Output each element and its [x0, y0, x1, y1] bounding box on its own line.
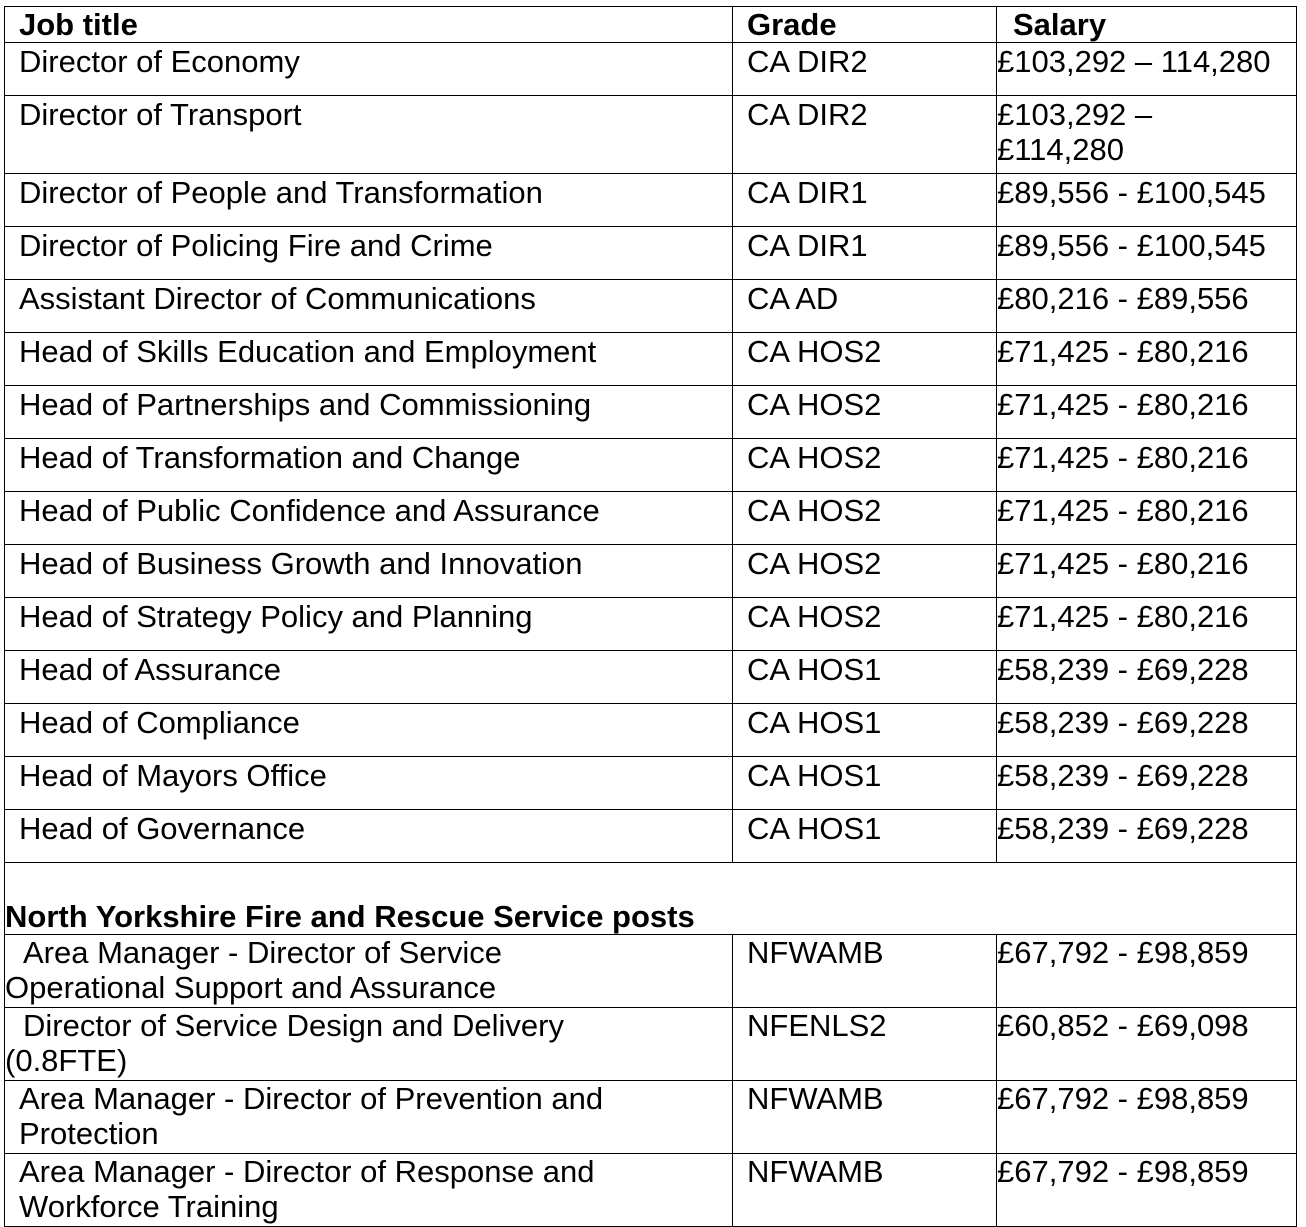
salary-line: £114,280: [997, 132, 1124, 167]
job-title-cell: Head of Public Confidence and Assurance: [5, 492, 733, 545]
job-title-cell: [5, 1008, 733, 1081]
job-title-cell: Assistant Director of Communications: [5, 280, 733, 333]
table-row: [5, 1008, 1297, 1081]
table-row: [5, 704, 1297, 757]
job-title-cell: Director of Transport: [5, 96, 733, 174]
header-job-title: Job title: [5, 7, 733, 43]
table-row: [5, 174, 1297, 227]
grade-cell: NFENLS2: [733, 1008, 997, 1081]
table-row: [5, 757, 1297, 810]
salary-cell: £103,292 – 114,280: [997, 43, 1297, 96]
section-title: North Yorkshire Fire and Rescue Service posts: [5, 863, 1297, 935]
grade-cell: CA HOS1: [733, 651, 997, 704]
grade-cell: CA HOS2: [733, 333, 997, 386]
job-title-cell: Head of Skills Education and Employment: [5, 333, 733, 386]
table-row: [5, 439, 1297, 492]
job-title-line: Area Manager - Director of Service: [23, 935, 502, 970]
salary-cell: £58,239 - £69,228: [997, 704, 1297, 757]
header-row: [5, 7, 1297, 43]
job-title-cell: [5, 935, 733, 1008]
salary-cell: £89,556 - £100,545: [997, 174, 1297, 227]
header-grade: Grade: [733, 7, 997, 43]
salary-cell: £71,425 - £80,216: [997, 545, 1297, 598]
grade-cell: CA HOS2: [733, 492, 997, 545]
grade-cell: CA HOS1: [733, 704, 997, 757]
table-row: [5, 935, 1297, 1008]
grade-cell: CA DIR2: [733, 43, 997, 96]
table-row: [5, 651, 1297, 704]
job-title-cell: Head of Business Growth and Innovation: [5, 545, 733, 598]
salary-cell: £71,425 - £80,216: [997, 492, 1297, 545]
grade-cell: CA HOS2: [733, 545, 997, 598]
grade-cell: CA DIR2: [733, 96, 997, 174]
section-header-row: [5, 863, 1297, 935]
job-title-cell: Director of Economy: [5, 43, 733, 96]
grade-cell: NFWAMB: [733, 1081, 997, 1154]
job-title-cell: Head of Governance: [5, 810, 733, 863]
job-title-cell: Head of Strategy Policy and Planning: [5, 598, 733, 651]
table-row: [5, 545, 1297, 598]
salary-cell: £60,852 - £69,098: [997, 1008, 1297, 1081]
grade-cell: CA HOS1: [733, 810, 997, 863]
table-row: [5, 386, 1297, 439]
job-title-cell: Head of Assurance: [5, 651, 733, 704]
salary-table: [4, 6, 1297, 1227]
salary-cell: £58,239 - £69,228: [997, 651, 1297, 704]
job-title-cell: Head of Mayors Office: [5, 757, 733, 810]
salary-cell: £71,425 - £80,216: [997, 439, 1297, 492]
grade-cell: NFWAMB: [733, 1154, 997, 1227]
table-row: [5, 227, 1297, 280]
job-title-line: Protection: [19, 1116, 159, 1151]
job-title-line: (0.8FTE): [5, 1043, 128, 1078]
header-salary: Salary: [997, 7, 1297, 43]
table-row: [5, 96, 1297, 174]
salary-cell: £71,425 - £80,216: [997, 386, 1297, 439]
job-title-line: Operational Support and Assurance: [5, 970, 497, 1005]
salary-cell: £58,239 - £69,228: [997, 810, 1297, 863]
salary-cell: £71,425 - £80,216: [997, 333, 1297, 386]
job-title-line: Area Manager - Director of Response and: [19, 1154, 595, 1189]
grade-cell: CA DIR1: [733, 227, 997, 280]
salary-cell: £58,239 - £69,228: [997, 757, 1297, 810]
job-title-cell: Director of Policing Fire and Crime: [5, 227, 733, 280]
salary-cell: £71,425 - £80,216: [997, 598, 1297, 651]
salary-cell: £89,556 - £100,545: [997, 227, 1297, 280]
job-title-cell: Head of Compliance: [5, 704, 733, 757]
table-row: [5, 1154, 1297, 1227]
job-title-cell: [5, 1154, 733, 1227]
table-row: [5, 1081, 1297, 1154]
job-title-cell: [5, 1081, 733, 1154]
job-title-line: Director of Service Design and Delivery: [23, 1008, 564, 1043]
job-title-cell: Director of People and Transformation: [5, 174, 733, 227]
grade-cell: CA HOS2: [733, 439, 997, 492]
salary-line: £103,292 –: [997, 97, 1153, 132]
grade-cell: NFWAMB: [733, 935, 997, 1008]
salary-cell: [997, 96, 1297, 174]
salary-cell: £67,792 - £98,859: [997, 1081, 1297, 1154]
grade-cell: CA AD: [733, 280, 997, 333]
table-row: [5, 492, 1297, 545]
grade-cell: CA HOS2: [733, 598, 997, 651]
grade-cell: CA HOS2: [733, 386, 997, 439]
salary-cell: £80,216 - £89,556: [997, 280, 1297, 333]
table-row: [5, 43, 1297, 96]
table-row: [5, 280, 1297, 333]
salary-cell: £67,792 - £98,859: [997, 935, 1297, 1008]
table-row: [5, 810, 1297, 863]
job-title-line: Workforce Training: [19, 1189, 279, 1224]
job-title-cell: Head of Transformation and Change: [5, 439, 733, 492]
job-title-line: Area Manager - Director of Prevention and: [19, 1081, 604, 1116]
table-row: [5, 333, 1297, 386]
salary-cell: £67,792 - £98,859: [997, 1154, 1297, 1227]
table-row: [5, 598, 1297, 651]
job-title-cell: Head of Partnerships and Commissioning: [5, 386, 733, 439]
grade-cell: CA HOS1: [733, 757, 997, 810]
grade-cell: CA DIR1: [733, 174, 997, 227]
